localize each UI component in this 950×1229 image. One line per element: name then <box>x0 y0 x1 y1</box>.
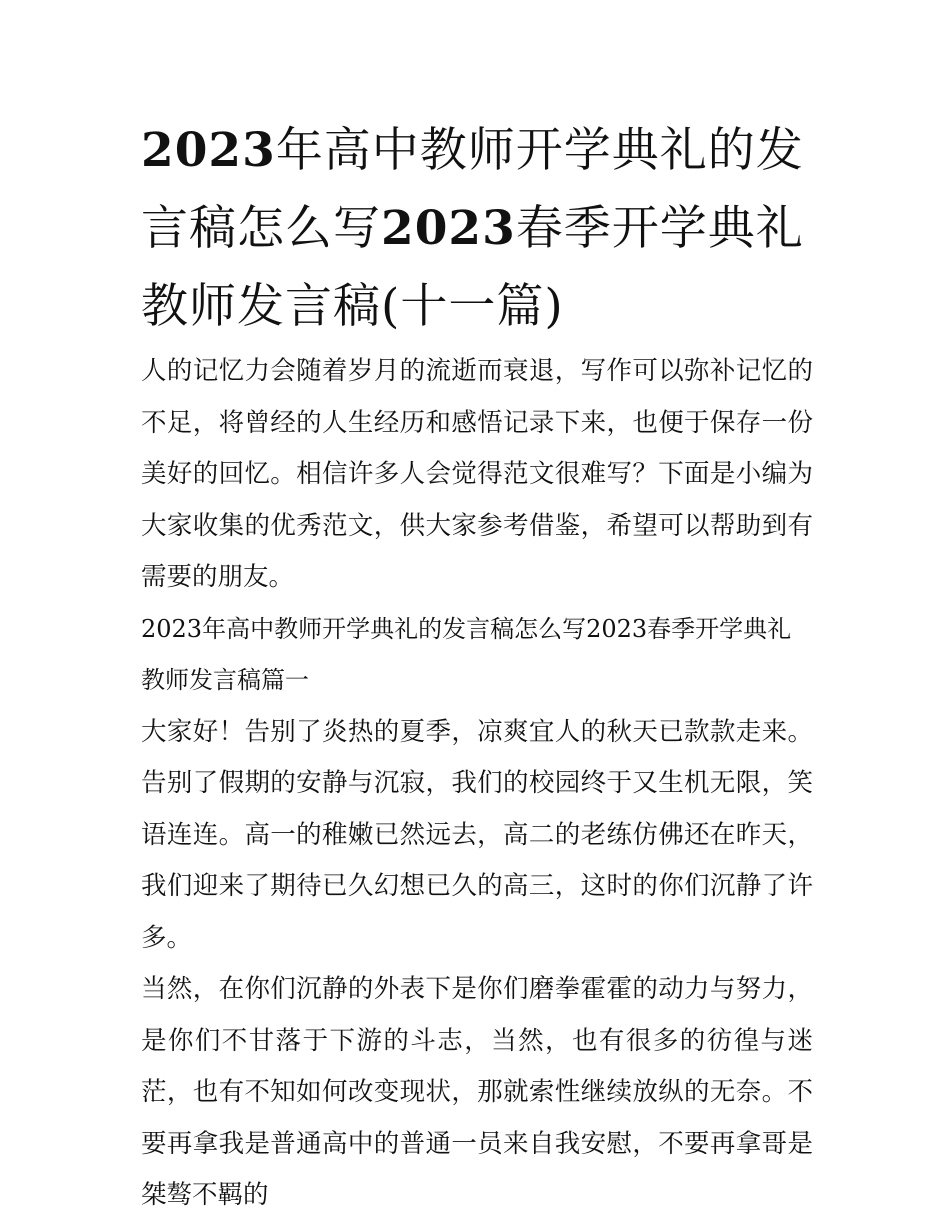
title-part-1: 年高中教师开学典礼的发言稿怎么写 <box>141 123 804 256</box>
title-year-1: 2023 <box>141 123 276 178</box>
section-heading: 2023年高中教师开学典礼的发言稿怎么写2023春季开学典礼教师发言稿篇一 <box>141 614 792 694</box>
intro-paragraph: 人的记忆力会随着岁月的流逝而衰退，写作可以弥补记忆的不足，将曾经的人生经历和感悟记录下来，也便于保存一份美好的回忆。相信许多人会觉得范文很难写？下面是小编为大家收集的优秀范文，供大家参考借鉴，希望可以帮助到有需要的朋友。 <box>141 356 813 592</box>
document-title <box>141 112 813 346</box>
title-year-2: 2023 <box>381 201 516 256</box>
title-part-2: 春季开学典礼教师发言稿(十一篇) <box>141 201 804 334</box>
body-paragraph-1: 大家好！告别了炎热的夏季，凉爽宜人的秋天已款款走来。告别了假期的安静与沉寂，我们的校园终于又生机无限，笑语连连。高一的稚嫩已然远去，高二的老练仿佛还在昨天，我们迎来了期待已久幻想已久的高三，这时的你们沉静了许多。 <box>141 716 813 953</box>
body-paragraph-2: 当然，在你们沉静的外表下是你们磨拳霍霍的动力与努力，是你们不甘落于下游的斗志，当然，也有很多的彷徨与迷茫，也有不知如何改变现状，那就索性继续放纵的无奈。不要再拿我是普通高中的普通一员来自我安慰，不要再拿哥是桀骜不羁的 <box>141 974 813 1210</box>
document-page <box>141 112 813 1222</box>
